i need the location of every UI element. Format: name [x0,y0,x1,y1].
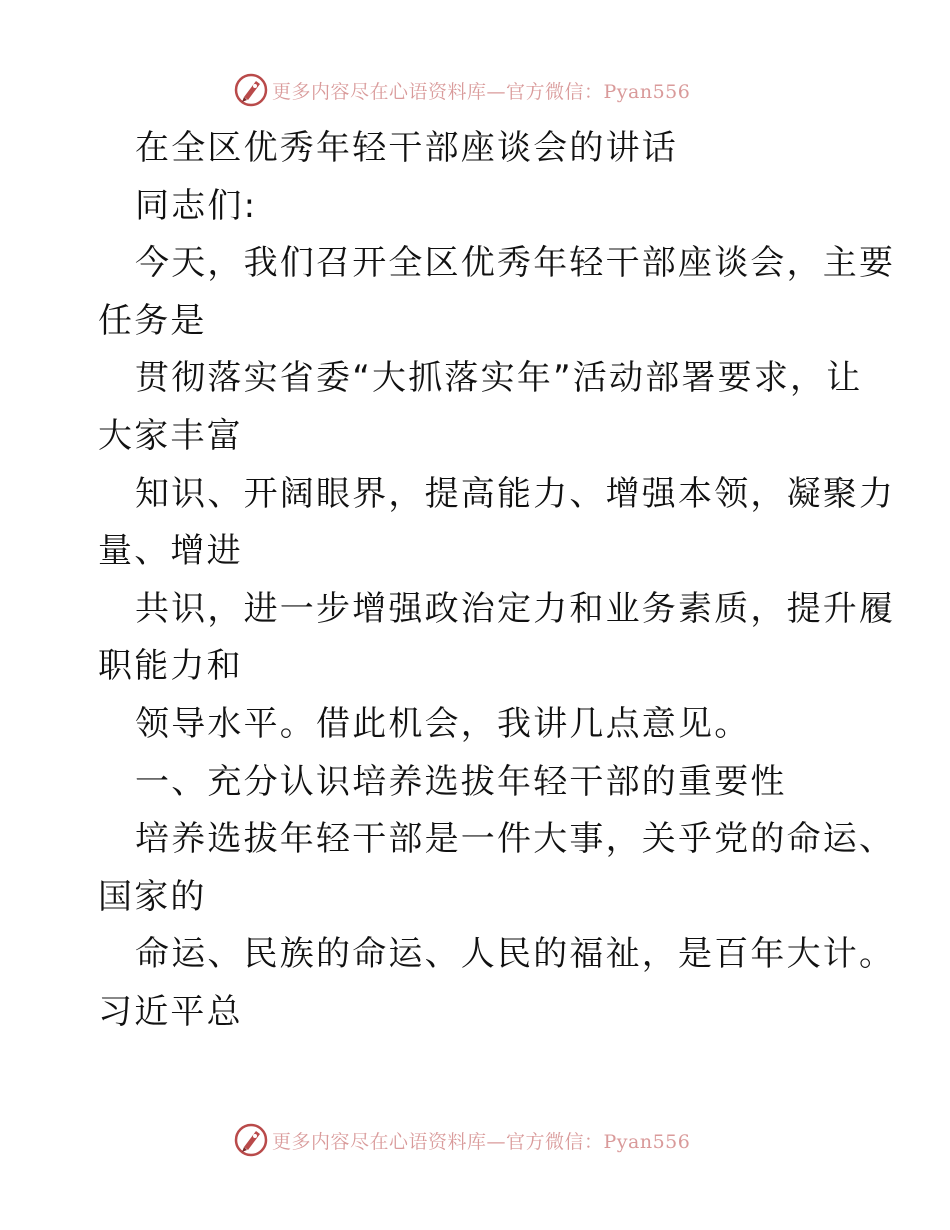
header-banner [234,72,690,108]
salutation: 同志们: [135,185,258,226]
text-line: 命运、民族的命运、人民的福祉，是百年大计。 [135,934,896,975]
text-line: 共识，进一步增强政治定力和业务素质，提升履 [135,588,896,629]
text-line: 培养选拔年轻干部是一件大事，关乎党的命运、 [135,819,896,860]
footer-banner-text: 更多内容尽在心语资料库—官方微信：Pyan556 [272,1130,691,1153]
header-banner-text: 更多内容尽在心语资料库—官方微信：Pyan556 [272,80,691,103]
section-heading: 一、充分认识培养选拔年轻干部的重要性 [135,761,787,802]
text-line: 知识、开阔眼界，提高能力、增强本领，凝聚力 [135,473,896,514]
text-line: 任务是 [98,300,207,341]
text-line: 大家丰富 [98,415,243,456]
pen-logo-icon [234,73,268,107]
pen-logo-icon [234,1123,268,1157]
text-line: 领导水平。借此机会，我讲几点意见。 [135,703,751,744]
text-line: 习近平总 [98,991,243,1032]
document-title: 在全区优秀年轻干部座谈会的讲话 [135,128,678,168]
document-body [98,120,896,1042]
text-line: 贯彻落实省委“大抓落实年”活动部署要求，让 [135,358,863,399]
text-line: 量、增进 [98,531,243,572]
footer-banner [234,1122,690,1158]
text-line: 今天，我们召开全区优秀年轻干部座谈会，主要 [135,243,896,284]
text-line: 职能力和 [98,646,243,687]
text-line: 国家的 [98,876,207,917]
